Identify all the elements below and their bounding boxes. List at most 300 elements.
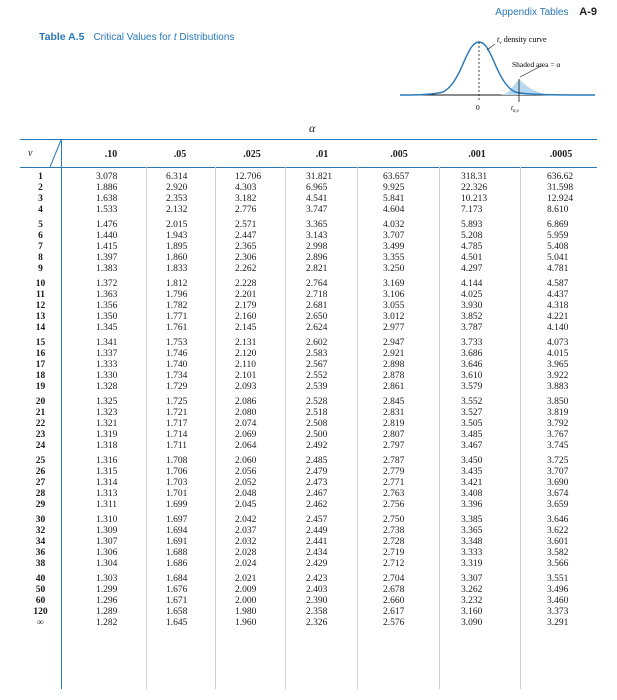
df-value: 2 — [38, 183, 43, 193]
critical-value: 3.551 — [547, 574, 569, 584]
critical-value: 2.660 — [383, 596, 405, 606]
critical-value: 1.345 — [96, 323, 118, 333]
critical-value: 1.299 — [96, 585, 118, 595]
critical-value: 2.423 — [306, 574, 328, 584]
df-value: 25 — [35, 456, 46, 466]
critical-value: 2.262 — [235, 264, 257, 274]
table-row — [20, 323, 597, 334]
critical-value: 636.62 — [547, 172, 574, 182]
df-value: 1 — [38, 172, 43, 182]
critical-value: 1.296 — [96, 596, 118, 606]
critical-value: 1.943 — [166, 231, 188, 241]
critical-value: 2.728 — [383, 537, 405, 547]
critical-value: 1.684 — [166, 574, 188, 584]
critical-value: 1.304 — [96, 559, 118, 569]
critical-value: 1.734 — [166, 371, 188, 381]
critical-value: 1.714 — [166, 430, 188, 440]
table-caption: Critical Values for t Distributions — [93, 32, 235, 43]
critical-value: 2.921 — [383, 349, 405, 359]
critical-value: 3.582 — [547, 548, 569, 558]
critical-value: 1.699 — [166, 500, 188, 510]
critical-value: 2.015 — [166, 220, 188, 230]
table-row — [20, 242, 597, 253]
table-row — [20, 574, 597, 585]
df-value: 16 — [35, 349, 46, 359]
table-row — [20, 360, 597, 371]
critical-value: 2.738 — [383, 526, 405, 536]
critical-value: 3.143 — [306, 231, 328, 241]
critical-value: 2.462 — [306, 500, 328, 510]
critical-value: 1.701 — [166, 489, 188, 499]
critical-value: 2.403 — [306, 585, 328, 595]
table-row — [20, 183, 597, 194]
critical-value: 1.383 — [96, 264, 118, 274]
critical-value: 2.764 — [306, 279, 328, 289]
critical-value: 2.457 — [306, 515, 328, 525]
critical-value: 1.311 — [96, 500, 118, 510]
t-critical-label: $t_{\alpha,\nu}$ — [511, 104, 520, 114]
critical-value: 6.965 — [306, 183, 328, 193]
table-row — [20, 312, 597, 323]
critical-value: 2.807 — [383, 430, 405, 440]
table-row — [20, 618, 597, 629]
critical-value: 3.622 — [547, 526, 569, 536]
critical-value: 2.101 — [235, 371, 257, 381]
critical-value: 3.355 — [383, 253, 405, 263]
critical-value: 3.078 — [96, 172, 118, 182]
critical-value: 3.485 — [461, 430, 483, 440]
critical-value: 2.110 — [235, 360, 257, 370]
t-density-figure — [395, 22, 600, 117]
critical-value: 3.579 — [461, 382, 483, 392]
critical-value: 2.681 — [306, 301, 328, 311]
critical-value: 3.333 — [461, 548, 483, 558]
df-value: 21 — [35, 408, 46, 418]
critical-value: 1.313 — [96, 489, 118, 499]
critical-value: 4.073 — [547, 338, 569, 348]
critical-value: 2.179 — [235, 301, 257, 311]
page-header — [495, 6, 597, 18]
critical-value: 2.429 — [306, 559, 328, 569]
critical-value: 1.289 — [96, 607, 118, 617]
critical-value: 2.947 — [383, 338, 405, 348]
table-row — [20, 489, 597, 500]
curve-label: $t_\nu$ density curve — [497, 35, 547, 46]
critical-value: 1.782 — [166, 301, 188, 311]
critical-value: 5.959 — [547, 231, 569, 241]
df-value: 22 — [35, 419, 46, 429]
critical-value: 3.348 — [461, 537, 483, 547]
critical-value: 2.228 — [235, 279, 257, 289]
critical-value: 2.131 — [235, 338, 257, 348]
critical-value: 2.120 — [235, 349, 257, 359]
table-row — [20, 467, 597, 478]
df-value: 18 — [35, 371, 46, 381]
table-row — [20, 301, 597, 312]
table-row — [20, 515, 597, 526]
critical-value: 2.024 — [235, 559, 257, 569]
df-value: 28 — [35, 489, 46, 499]
critical-value: 3.090 — [461, 618, 483, 628]
critical-value: 5.208 — [461, 231, 483, 241]
df-value: 50 — [35, 585, 46, 595]
critical-value: 12.706 — [235, 172, 262, 182]
df-value: 19 — [35, 382, 46, 392]
critical-value: 1.812 — [166, 279, 188, 289]
critical-value: 2.485 — [306, 456, 328, 466]
critical-value: 3.232 — [461, 596, 483, 606]
table-title — [39, 31, 234, 43]
critical-value: 2.473 — [306, 478, 328, 488]
table-row — [20, 290, 597, 301]
critical-value: 3.792 — [547, 419, 569, 429]
critical-value: 2.009 — [235, 585, 257, 595]
df-value: 4 — [38, 205, 43, 215]
critical-value: 2.831 — [383, 408, 405, 418]
critical-value: 22.326 — [461, 183, 488, 193]
df-value: 23 — [35, 430, 46, 440]
table-row — [20, 397, 597, 408]
column-divider — [215, 167, 216, 689]
critical-value: 3.291 — [547, 618, 569, 628]
critical-value: 2.920 — [166, 183, 188, 193]
critical-value: 2.678 — [383, 585, 405, 595]
critical-value: 3.707 — [383, 231, 405, 241]
critical-value: 6.869 — [547, 220, 569, 230]
column-divider — [439, 167, 440, 689]
critical-value: 2.093 — [235, 382, 257, 392]
critical-value: 2.771 — [383, 478, 405, 488]
critical-value: 3.674 — [547, 489, 569, 499]
critical-value: 4.781 — [547, 264, 569, 274]
critical-value: 2.069 — [235, 430, 257, 440]
df-value: 60 — [35, 596, 46, 606]
table-row — [20, 559, 597, 570]
critical-value: 2.878 — [383, 371, 405, 381]
critical-value: 2.977 — [383, 323, 405, 333]
critical-value: 3.850 — [547, 397, 569, 407]
table-row — [20, 441, 597, 452]
critical-value: 2.776 — [235, 205, 257, 215]
critical-value: 2.552 — [306, 371, 328, 381]
critical-value: 1.796 — [166, 290, 188, 300]
critical-value: 1.476 — [96, 220, 118, 230]
critical-value: 31.821 — [306, 172, 333, 182]
critical-value: 1.753 — [166, 338, 188, 348]
shaded-label: Shaded area = α — [512, 60, 561, 69]
df-value: 9 — [38, 264, 43, 274]
critical-value: 3.690 — [547, 478, 569, 488]
critical-value: 3.496 — [547, 585, 569, 595]
critical-value: 3.460 — [547, 596, 569, 606]
critical-value: 2.326 — [306, 618, 328, 628]
table-row — [20, 349, 597, 360]
critical-value: 4.025 — [461, 290, 483, 300]
critical-value: 2.718 — [306, 290, 328, 300]
critical-value: 2.528 — [306, 397, 328, 407]
df-value: 17 — [35, 360, 46, 370]
critical-value: 1.372 — [96, 279, 118, 289]
critical-value: 1.356 — [96, 301, 118, 311]
critical-value: 1.323 — [96, 408, 118, 418]
critical-value: 4.541 — [306, 194, 328, 204]
df-value: ∞ — [37, 618, 44, 628]
alpha-header: .005 — [390, 149, 408, 160]
critical-value: 1.688 — [166, 548, 188, 558]
critical-value: 1.694 — [166, 526, 188, 536]
critical-value: 1.686 — [166, 559, 188, 569]
df-value: 26 — [35, 467, 46, 477]
zero-label: 0 — [476, 103, 480, 112]
critical-value: 3.365 — [461, 526, 483, 536]
critical-value: 1.671 — [166, 596, 188, 606]
critical-value: 3.160 — [461, 607, 483, 617]
critical-value: 2.145 — [235, 323, 257, 333]
critical-value: 5.841 — [383, 194, 405, 204]
critical-value: 6.314 — [166, 172, 188, 182]
table-row — [20, 172, 597, 183]
critical-value: 1.886 — [96, 183, 118, 193]
alpha-header: .05 — [173, 149, 187, 160]
table-row — [20, 231, 597, 242]
table-row — [20, 220, 597, 231]
table-row — [20, 419, 597, 430]
critical-value: 3.646 — [461, 360, 483, 370]
critical-value: 4.015 — [547, 349, 569, 359]
critical-value: 1.746 — [166, 349, 188, 359]
table-row — [20, 500, 597, 511]
critical-value: 10.213 — [461, 194, 488, 204]
table-row — [20, 194, 597, 205]
alpha-header: .01 — [315, 149, 329, 160]
critical-value: 2.060 — [235, 456, 257, 466]
page-number: A-9 — [579, 6, 597, 18]
df-value: 27 — [35, 478, 46, 488]
df-value: 36 — [35, 548, 46, 558]
critical-value: 1.895 — [166, 242, 188, 252]
critical-value: 2.712 — [383, 559, 405, 569]
critical-value: 3.450 — [461, 456, 483, 466]
critical-value: 3.566 — [547, 559, 569, 569]
critical-value: 2.021 — [235, 574, 257, 584]
table-row — [20, 607, 597, 618]
critical-value: 5.041 — [547, 253, 569, 263]
critical-value: 3.725 — [547, 456, 569, 466]
critical-value: 4.144 — [461, 279, 483, 289]
critical-value: 2.306 — [235, 253, 257, 263]
critical-value: 2.756 — [383, 500, 405, 510]
critical-value: 2.447 — [235, 231, 257, 241]
table-row — [20, 371, 597, 382]
table-row — [20, 585, 597, 596]
critical-value: 2.602 — [306, 338, 328, 348]
critical-value: 2.056 — [235, 467, 257, 477]
column-divider — [285, 167, 286, 689]
critical-value: 3.106 — [383, 290, 405, 300]
critical-value: 2.821 — [306, 264, 328, 274]
critical-value: 2.763 — [383, 489, 405, 499]
critical-value: 2.037 — [235, 526, 257, 536]
critical-value: 3.262 — [461, 585, 483, 595]
critical-value: 3.055 — [383, 301, 405, 311]
critical-value: 2.750 — [383, 515, 405, 525]
critical-value: 1.761 — [166, 323, 188, 333]
critical-value: 2.000 — [235, 596, 257, 606]
critical-value: 3.707 — [547, 467, 569, 477]
df-value: 3 — [38, 194, 43, 204]
critical-value: 1.306 — [96, 548, 118, 558]
critical-value: 3.552 — [461, 397, 483, 407]
critical-value: 2.160 — [235, 312, 257, 322]
critical-value: 1.729 — [166, 382, 188, 392]
critical-value: 3.922 — [547, 371, 569, 381]
df-value: 40 — [35, 574, 46, 584]
critical-value: 3.659 — [547, 500, 569, 510]
df-value: 15 — [35, 338, 46, 348]
critical-value: 2.508 — [306, 419, 328, 429]
critical-value: 3.169 — [383, 279, 405, 289]
critical-value: 3.601 — [547, 537, 569, 547]
critical-value: 3.421 — [461, 478, 483, 488]
critical-value: 2.571 — [235, 220, 257, 230]
nu-symbol: ν — [28, 148, 33, 159]
column-divider — [520, 167, 521, 689]
critical-value: 3.467 — [461, 441, 483, 451]
critical-value: 2.787 — [383, 456, 405, 466]
df-value: 14 — [35, 323, 46, 333]
critical-value: 2.898 — [383, 360, 405, 370]
critical-value: 1.721 — [166, 408, 188, 418]
critical-value: 3.747 — [306, 205, 328, 215]
critical-value: 1.717 — [166, 419, 188, 429]
critical-value: 2.028 — [235, 548, 257, 558]
critical-value: 3.883 — [547, 382, 569, 392]
critical-value: 3.733 — [461, 338, 483, 348]
critical-value: 5.408 — [547, 242, 569, 252]
critical-value: 1.740 — [166, 360, 188, 370]
critical-value: 1.708 — [166, 456, 188, 466]
critical-value: 2.576 — [383, 618, 405, 628]
df-value: 30 — [35, 515, 46, 525]
critical-value: 2.779 — [383, 467, 405, 477]
critical-value: 2.819 — [383, 419, 405, 429]
table-row — [20, 430, 597, 441]
critical-value: 2.052 — [235, 478, 257, 488]
critical-value: 2.500 — [306, 430, 328, 440]
critical-value: 3.646 — [547, 515, 569, 525]
critical-value: 2.042 — [235, 515, 257, 525]
critical-value: 2.719 — [383, 548, 405, 558]
critical-value: 2.048 — [235, 489, 257, 499]
critical-value: 1.328 — [96, 382, 118, 392]
critical-value: 1.676 — [166, 585, 188, 595]
header-top-rule — [20, 139, 597, 140]
critical-value: 1.771 — [166, 312, 188, 322]
critical-value: 3.319 — [461, 559, 483, 569]
critical-value: 1.397 — [96, 253, 118, 263]
header-diagonal — [20, 140, 61, 167]
critical-value: 1.860 — [166, 253, 188, 263]
table-row — [20, 264, 597, 275]
df-value: 8 — [38, 253, 43, 263]
critical-value: 1.638 — [96, 194, 118, 204]
critical-value: 1.980 — [235, 607, 257, 617]
df-value: 38 — [35, 559, 46, 569]
critical-value: 1.303 — [96, 574, 118, 584]
df-value: 5 — [38, 220, 43, 230]
critical-value: 1.703 — [166, 478, 188, 488]
critical-value: 2.080 — [235, 408, 257, 418]
critical-value: 3.435 — [461, 467, 483, 477]
critical-value: 4.318 — [547, 301, 569, 311]
column-divider — [146, 167, 147, 689]
critical-value: 2.567 — [306, 360, 328, 370]
critical-value: 1.706 — [166, 467, 188, 477]
critical-value: 2.086 — [235, 397, 257, 407]
alpha-header: .025 — [243, 149, 261, 160]
critical-value: 3.012 — [383, 312, 405, 322]
critical-value: 2.492 — [306, 441, 328, 451]
critical-value: 3.408 — [461, 489, 483, 499]
critical-value: 2.358 — [306, 607, 328, 617]
critical-value: 2.441 — [306, 537, 328, 547]
critical-value: 1.330 — [96, 371, 118, 381]
df-value: 13 — [35, 312, 46, 322]
critical-value: 4.297 — [461, 264, 483, 274]
critical-value: 2.624 — [306, 323, 328, 333]
df-value: 7 — [38, 242, 43, 252]
column-divider — [357, 167, 358, 689]
critical-value: 3.787 — [461, 323, 483, 333]
critical-value: 31.598 — [547, 183, 574, 193]
critical-value: 3.505 — [461, 419, 483, 429]
critical-value: 1.282 — [96, 618, 118, 628]
critical-value: 1.533 — [96, 205, 118, 215]
critical-value: 2.518 — [306, 408, 328, 418]
critical-value: 2.998 — [306, 242, 328, 252]
critical-value: 2.434 — [306, 548, 328, 558]
critical-value: 1.960 — [235, 618, 257, 628]
critical-value: 4.032 — [383, 220, 405, 230]
df-value: 11 — [36, 290, 45, 300]
critical-value: 4.437 — [547, 290, 569, 300]
critical-value: 1.658 — [166, 607, 188, 617]
critical-value: 2.617 — [383, 607, 405, 617]
critical-value: 1.318 — [96, 441, 118, 451]
df-value: 120 — [33, 607, 48, 617]
critical-value: 3.527 — [461, 408, 483, 418]
critical-value: 2.365 — [235, 242, 257, 252]
table-row — [20, 537, 597, 548]
critical-value: 3.365 — [306, 220, 328, 230]
critical-value: 1.440 — [96, 231, 118, 241]
critical-value: 1.833 — [166, 264, 188, 274]
critical-value: 1.415 — [96, 242, 118, 252]
critical-value: 1.333 — [96, 360, 118, 370]
critical-value: 1.307 — [96, 537, 118, 547]
critical-value: 3.182 — [235, 194, 257, 204]
critical-value: 2.449 — [306, 526, 328, 536]
critical-value: 3.686 — [461, 349, 483, 359]
critical-value: 1.697 — [166, 515, 188, 525]
table-row — [20, 478, 597, 489]
critical-value: 3.767 — [547, 430, 569, 440]
critical-value: 2.583 — [306, 349, 328, 359]
table-row — [20, 338, 597, 349]
critical-value: 1.350 — [96, 312, 118, 322]
critical-value: 1.711 — [166, 441, 188, 451]
page-header-section: Appendix Tables — [495, 7, 569, 18]
